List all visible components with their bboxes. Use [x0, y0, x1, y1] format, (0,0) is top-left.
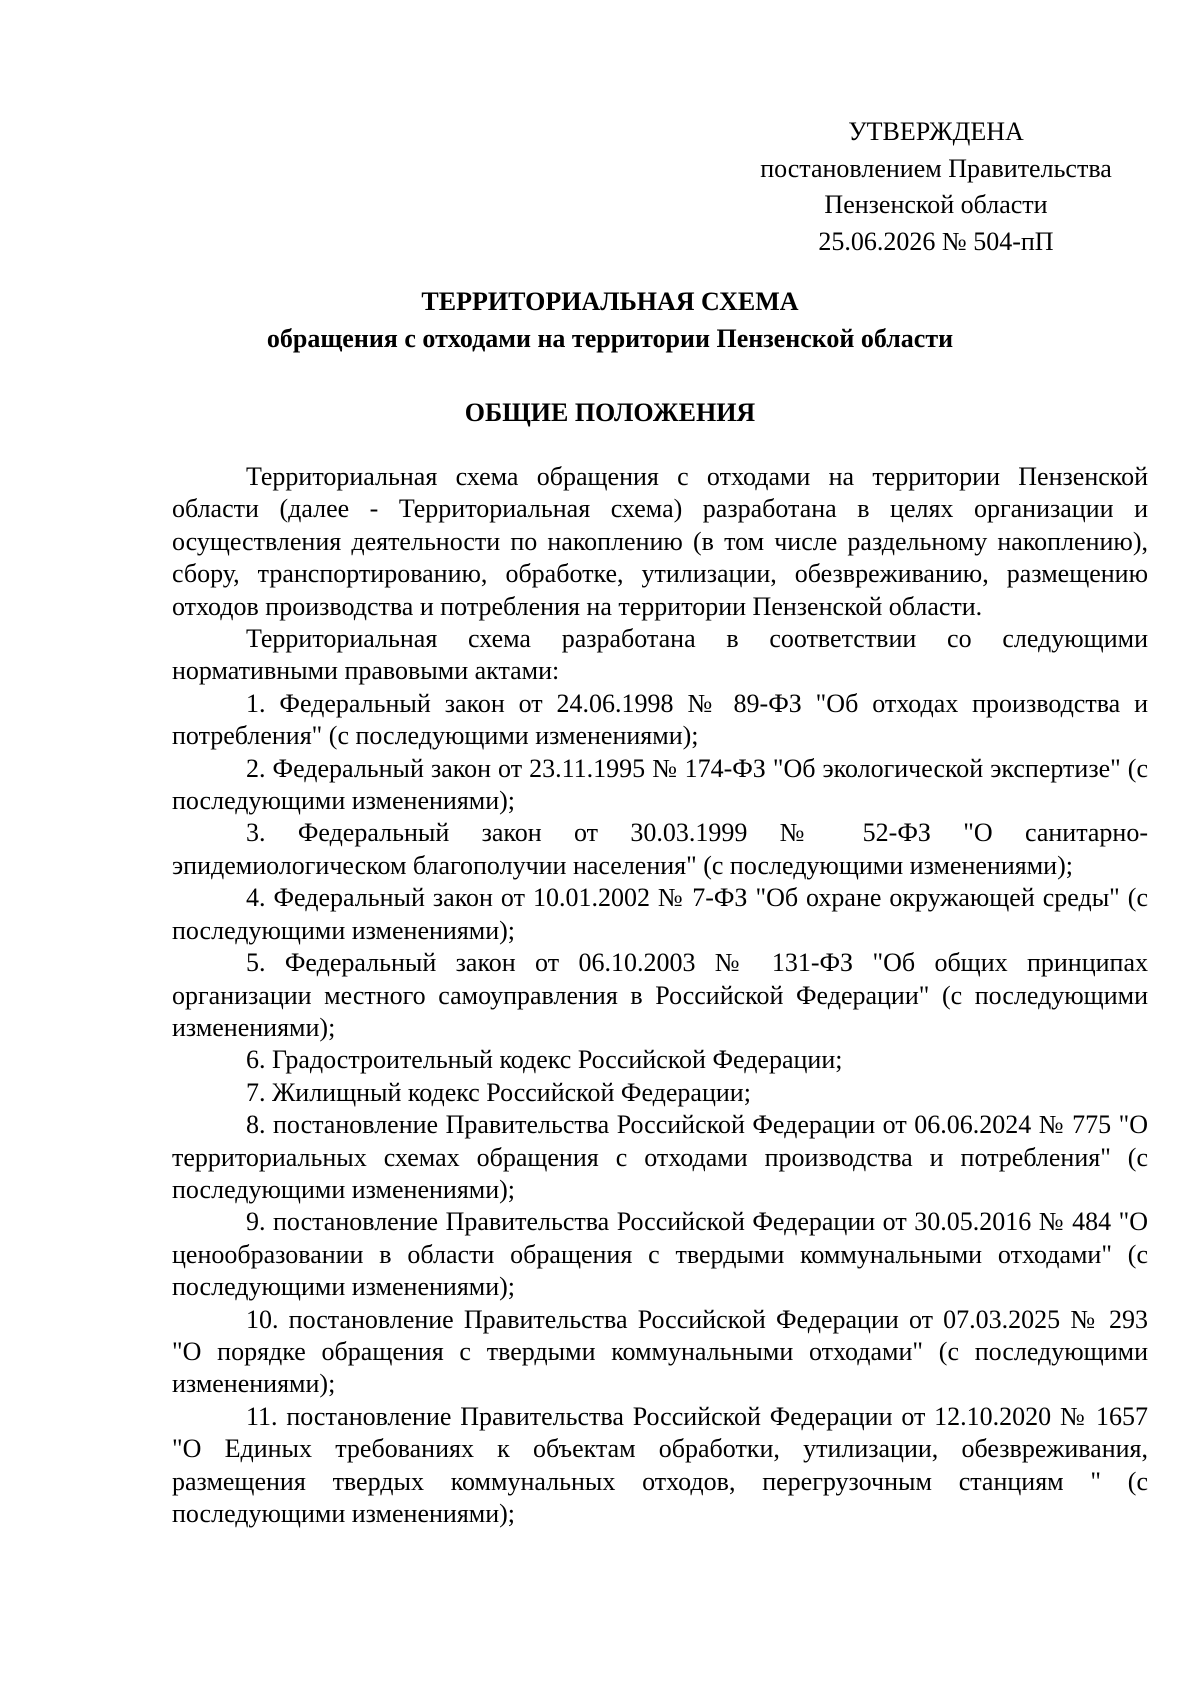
- document-title-main: ТЕРРИТОРИАЛЬНАЯ СХЕМА: [421, 287, 799, 316]
- act-item-9: 9. постановление Правительства Российской Федерации от 30.05.2016 № 484 "О ценообразовании в области обращения с твердыми коммунальными отходами" (с последующими изменениями);: [172, 1207, 1148, 1302]
- act-item-7: 7. Жилищный кодекс Российской Федерации;: [246, 1077, 751, 1107]
- document-title-subtitle: обращения с отходами на территории Пензенской области: [266, 323, 954, 353]
- act-item-8: 8. постановление Правительства Российской Федерации от 06.06.2024 № 775 "О территориальных схемах обращения с отходами производства и потребления" (с последующими изменениями);: [172, 1110, 1148, 1204]
- act-item-10: 10. постановление Правительства Российской Федерации от 07.03.2025 № 293 "О порядке обращения с твердыми коммунальными отходами" (с последующими изменениями);: [172, 1304, 1148, 1399]
- act-item-6: 6. Градостроительный кодекс Российской Федерации;: [246, 1045, 843, 1075]
- approval-authority: постановлением Правительства: [760, 153, 1112, 183]
- intro-paragraph: Территориальная схема обращения с отходами на территории Пензенской области (далее - Территориальная схема) разработана в целях организации и осуществления деятельности по накоплению (в том числе раздельному накоплению), сбору, транспортированию, обработке, утилизации, обезвреживанию, размещению отходов производства и потребления на территории Пензенской области.: [172, 462, 1148, 621]
- approval-region: Пензенской области: [824, 190, 1048, 219]
- act-item-2: 2. Федеральный закон от 23.11.1995 № 174-ФЗ "Об экологической экспертизе" (с последующими изменениями);: [172, 753, 1148, 816]
- approval-date-number: 25.06.2026 № 504-пП: [818, 226, 1054, 256]
- act-item-1: 1. Федеральный закон от 24.06.1998 № 89-ФЗ "Об отходах производства и потребления" (с последующими изменениями);: [172, 688, 1148, 751]
- document-title: [160, 284, 1060, 357]
- approval-status: УТВЕРЖДЕНА: [848, 117, 1024, 146]
- document-body: [172, 461, 1148, 1530]
- act-item-3: 3. Федеральный закон от 30.03.1999 № 52-ФЗ "О санитарно-эпидемиологическом благополучии населения" (с последующими изменениями);: [172, 818, 1148, 880]
- act-item-5: 5. Федеральный закон от 06.10.2003 № 131-ФЗ "Об общих принципах организации местного самоуправления в Российской Федерации" (с последующими изменениями);: [172, 948, 1148, 1042]
- act-item-4: 4. Федеральный закон от 10.01.2002 № 7-ФЗ "Об охране окружающей среды" (с последующими изменениями);: [172, 883, 1148, 945]
- act-item-11: 11. постановление Правительства Российской Федерации от 12.10.2020 № 1657 "О Единых требованиях к объектам обработки, утилизации, обезвреживания, размещения твердых коммунальных отходов, перегрузочным станциям " (с последующими изменениями);: [172, 1401, 1148, 1528]
- section-heading: ОБЩИЕ ПОЛОЖЕНИЯ: [464, 398, 756, 427]
- approval-stamp: [736, 114, 1136, 260]
- acts-intro-paragraph: Территориальная схема разработана в соответствии со следующими нормативными правовыми актами:: [172, 624, 1148, 686]
